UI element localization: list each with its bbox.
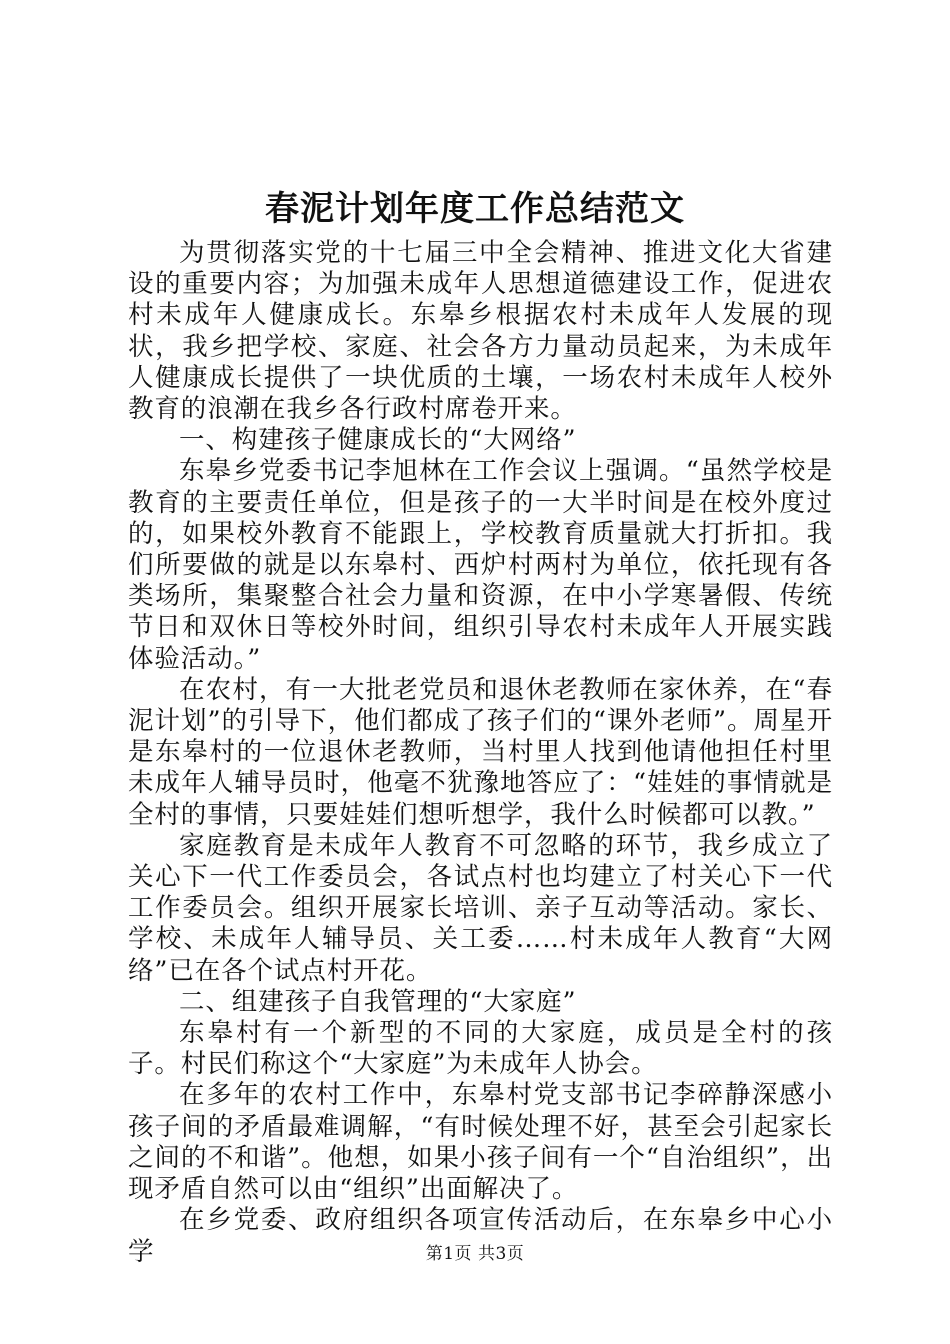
paragraph: 家庭教育是未成年人教育不可忽略的环节，我乡成立了关心下一代工作委员会，各试点村也均建立了村关心下一代工作委员会。组织开展家长培训、亲子互动等活动。家长、学校、未成年人辅导员、关工委……村未成年人教育“大网络”已在各个试点村开花。 [128,830,833,986]
paragraph: 东皋乡党委书记李旭林在工作会议上强调。“虽然学校是教育的主要责任单位，但是孩子的一大半时间是在校外度过的，如果校外教育不能跟上，学校教育质量就大打折扣。我们所要做的就是以东皋村、西炉村两村为单位，依托现有各类场所，集聚整合社会力量和资源，在中小学寒暑假、传统节日和双休日等校外时间，组织引导农村未成年人开展实践体验活动。” [128,456,833,674]
paragraph: 东皋村有一个新型的不同的大家庭，成员是全村的孩子。村民们称这个“大家庭”为未成年人协会。 [128,1018,833,1080]
paragraph: 在乡党委、政府组织各项宣传活动后，在东皋乡中心小学 [128,1205,833,1267]
page-title: 春泥计划年度工作总结范文 [265,189,685,229]
paragraph-intro: 为贯彻落实党的十七届三中全会精神、推进文化大省建设的重要内容；为加强未成年人思想道德建设工作，促进农村未成年人健康成长。东皋乡根据农村未成年人发展的现状，我乡把学校、家庭、社会各方力量动员起来，为未成年人健康成长提供了一块优质的土壤，一场农村未成年人校外教育的浪潮在我乡各行政村席卷开来。 [128,238,833,425]
page-number-footer: 第1页 共3页 [425,1244,525,1264]
section-heading-2: 二、组建孩子自我管理的“大家庭” [179,986,577,1017]
paragraph: 在农村，有一大批老党员和退休老教师在家休养，在“春泥计划”的引导下，他们都成了孩子们的“课外老师”。周星开是东皋村的一位退休老教师，当村里人找到他请他担任村里未成年人辅导员时，他毫不犹豫地答应了：“娃娃的事情就是全村的事情，只要娃娃们想听想学，我什么时候都可以教。” [128,674,833,830]
document-body [128,238,833,1268]
paragraph: 在多年的农村工作中，东皋村党支部书记李碎静深感小孩子间的矛盾最难调解，“有时候处理不好，甚至会引起家长之间的不和谐”。他想，如果小孩子间有一个“自治组织”，出现矛盾自然可以由“组织”出面解决了。 [128,1080,833,1205]
section-heading-1: 一、构建孩子健康成长的“大网络” [179,425,577,456]
